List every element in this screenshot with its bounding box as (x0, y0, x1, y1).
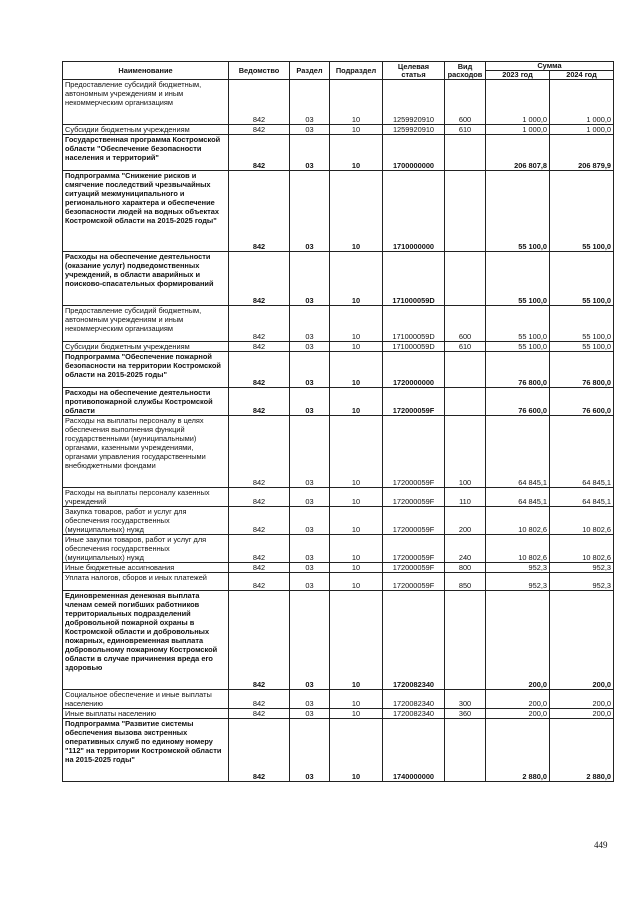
row-sum-2023: 952,3 (486, 573, 550, 591)
row-podrazdel: 10 (330, 563, 383, 573)
row-name: Субсидии бюджетным учреждениям (63, 125, 229, 135)
row-podrazdel: 10 (330, 342, 383, 352)
row-vedomstvo: 842 (229, 388, 290, 416)
table-row (63, 306, 614, 342)
row-sum-2023: 200,0 (486, 591, 550, 690)
row-vedomstvo: 842 (229, 719, 290, 782)
row-vedomstvo: 842 (229, 171, 290, 252)
row-sum-2023: 206 807,8 (486, 135, 550, 171)
col-header-podrazdel: Подраздел (330, 62, 383, 80)
table-row (63, 125, 614, 135)
row-sum-2024: 1 000,0 (550, 80, 614, 125)
row-name: Расходы на обеспечение деятельности противопожарной службы Костромской области (63, 388, 229, 416)
table-row (63, 719, 614, 782)
row-razdel: 03 (290, 80, 330, 125)
row-sum-2024: 200,0 (550, 690, 614, 709)
row-name: Расходы на обеспечение деятельности (оказание услуг) подведомственных учреждений, в области аварийных и поисково-спасательных формирований (63, 252, 229, 306)
row-expense-type: 600 (445, 80, 486, 125)
row-name: Расходы на выплаты персоналу казенных учреждений (63, 488, 229, 507)
row-name: Социальное обеспечение и иные выплаты населению (63, 690, 229, 709)
row-vedomstvo: 842 (229, 342, 290, 352)
table-row (63, 690, 614, 709)
table-body (63, 80, 614, 782)
row-target-article: 171000059D (383, 252, 445, 306)
row-podrazdel: 10 (330, 416, 383, 488)
row-expense-type: 360 (445, 709, 486, 719)
row-sum-2023: 55 100,0 (486, 306, 550, 342)
table-row (63, 507, 614, 535)
row-podrazdel: 10 (330, 306, 383, 342)
row-sum-2023: 2 880,0 (486, 719, 550, 782)
col-header-target-article: Целевая статья (383, 62, 445, 80)
row-podrazdel: 10 (330, 573, 383, 591)
row-name: Субсидии бюджетным учреждениям (63, 342, 229, 352)
row-sum-2024: 2 880,0 (550, 719, 614, 782)
row-sum-2023: 76 600,0 (486, 388, 550, 416)
row-name: Иные закупки товаров, работ и услуг для обеспечения государственных (муниципальных) нужд (63, 535, 229, 563)
col-header-razdel: Раздел (290, 62, 330, 80)
page-number: 449 (594, 840, 608, 850)
row-target-article: 172000059F (383, 488, 445, 507)
row-target-article: 172000059F (383, 507, 445, 535)
row-vedomstvo: 842 (229, 125, 290, 135)
col-header-2024: 2024 год (550, 71, 614, 80)
row-expense-type: 610 (445, 342, 486, 352)
row-name: Подпрограмма "Снижение рисков и смягчение последствий чрезвычайных ситуаций межмуниципального и регионального характера и обеспечение безопасности людей на водных объектах Костромской области на 2015-2025 годы" (63, 171, 229, 252)
row-sum-2023: 10 802,6 (486, 535, 550, 563)
row-sum-2024: 206 879,9 (550, 135, 614, 171)
row-sum-2024: 200,0 (550, 709, 614, 719)
row-target-article: 1259920910 (383, 80, 445, 125)
table-row (63, 352, 614, 388)
row-sum-2023: 76 800,0 (486, 352, 550, 388)
row-target-article: 172000059F (383, 416, 445, 488)
row-vedomstvo: 842 (229, 488, 290, 507)
row-target-article: 172000059F (383, 388, 445, 416)
row-name: Иные бюджетные ассигнования (63, 563, 229, 573)
row-podrazdel: 10 (330, 535, 383, 563)
row-sum-2024: 55 100,0 (550, 342, 614, 352)
row-expense-type (445, 388, 486, 416)
row-expense-type: 100 (445, 416, 486, 488)
row-vedomstvo: 842 (229, 709, 290, 719)
row-razdel: 03 (290, 563, 330, 573)
row-expense-type (445, 252, 486, 306)
table-row (63, 591, 614, 690)
row-vedomstvo: 842 (229, 352, 290, 388)
table-row (63, 535, 614, 563)
row-target-article: 171000059D (383, 306, 445, 342)
row-vedomstvo: 842 (229, 135, 290, 171)
row-razdel: 03 (290, 719, 330, 782)
row-vedomstvo: 842 (229, 591, 290, 690)
row-sum-2024: 76 800,0 (550, 352, 614, 388)
row-vedomstvo: 842 (229, 563, 290, 573)
table-row (63, 342, 614, 352)
row-razdel: 03 (290, 535, 330, 563)
table-row (63, 416, 614, 488)
row-name: Государственная программа Костромской области "Обеспечение безопасности населения и территорий" (63, 135, 229, 171)
row-name: Предоставление субсидий бюджетным, автономным учреждениям и иным некоммерческим организациям (63, 80, 229, 125)
row-expense-type (445, 591, 486, 690)
row-name: Единовременная денежная выплата членам семей погибших работников территориальных подразделений добровольной пожарной охраны в Костромской области и добровольных пожарных, единовременная выплата добровольному пожарному Костромской области в случае причинения вреда его здоровью (63, 591, 229, 690)
row-podrazdel: 10 (330, 591, 383, 690)
row-target-article: 1259920910 (383, 125, 445, 135)
row-expense-type: 240 (445, 535, 486, 563)
row-podrazdel: 10 (330, 709, 383, 719)
row-vedomstvo: 842 (229, 416, 290, 488)
row-sum-2023: 1 000,0 (486, 80, 550, 125)
row-sum-2023: 1 000,0 (486, 125, 550, 135)
row-sum-2023: 55 100,0 (486, 252, 550, 306)
row-razdel: 03 (290, 591, 330, 690)
col-header-vedomstvo: Ведомство (229, 62, 290, 80)
row-podrazdel: 10 (330, 252, 383, 306)
row-name: Расходы на выплаты персоналу в целях обеспечения выполнения функций государственными (муниципальными) органами, казенными учреждениями, органами управления государственными внебюджетными фондами (63, 416, 229, 488)
row-sum-2023: 64 845,1 (486, 416, 550, 488)
row-target-article: 1700000000 (383, 135, 445, 171)
row-sum-2024: 55 100,0 (550, 306, 614, 342)
row-podrazdel: 10 (330, 488, 383, 507)
row-razdel: 03 (290, 125, 330, 135)
row-razdel: 03 (290, 306, 330, 342)
row-expense-type (445, 352, 486, 388)
row-target-article: 1720082340 (383, 690, 445, 709)
row-sum-2024: 10 802,6 (550, 535, 614, 563)
row-sum-2024: 64 845,1 (550, 488, 614, 507)
row-sum-2023: 55 100,0 (486, 342, 550, 352)
row-name: Закупка товаров, работ и услуг для обеспечения государственных (муниципальных) нужд (63, 507, 229, 535)
row-podrazdel: 10 (330, 388, 383, 416)
row-podrazdel: 10 (330, 507, 383, 535)
row-target-article: 1720000000 (383, 352, 445, 388)
row-sum-2024: 55 100,0 (550, 171, 614, 252)
row-sum-2024: 200,0 (550, 591, 614, 690)
table-row (63, 80, 614, 125)
row-target-article: 1720082340 (383, 709, 445, 719)
row-podrazdel: 10 (330, 135, 383, 171)
row-sum-2024: 55 100,0 (550, 252, 614, 306)
col-header-name: Наименование (63, 62, 229, 80)
row-sum-2024: 10 802,6 (550, 507, 614, 535)
row-name: Уплата налогов, сборов и иных платежей (63, 573, 229, 591)
row-podrazdel: 10 (330, 352, 383, 388)
row-razdel: 03 (290, 352, 330, 388)
row-target-article: 171000059D (383, 342, 445, 352)
row-target-article: 1720082340 (383, 591, 445, 690)
table-row (63, 573, 614, 591)
row-target-article: 172000059F (383, 573, 445, 591)
col-header-expense-type: Вид расходов (445, 62, 486, 80)
row-podrazdel: 10 (330, 719, 383, 782)
row-razdel: 03 (290, 573, 330, 591)
row-razdel: 03 (290, 252, 330, 306)
table-row (63, 563, 614, 573)
row-vedomstvo: 842 (229, 535, 290, 563)
row-sum-2023: 200,0 (486, 709, 550, 719)
row-sum-2024: 64 845,1 (550, 416, 614, 488)
row-target-article: 1740000000 (383, 719, 445, 782)
row-razdel: 03 (290, 388, 330, 416)
row-sum-2023: 55 100,0 (486, 171, 550, 252)
row-expense-type: 300 (445, 690, 486, 709)
row-razdel: 03 (290, 488, 330, 507)
row-expense-type: 800 (445, 563, 486, 573)
row-target-article: 1710000000 (383, 171, 445, 252)
row-vedomstvo: 842 (229, 573, 290, 591)
row-sum-2023: 64 845,1 (486, 488, 550, 507)
row-podrazdel: 10 (330, 80, 383, 125)
table-row (63, 388, 614, 416)
row-razdel: 03 (290, 507, 330, 535)
row-sum-2024: 952,3 (550, 563, 614, 573)
row-name: Подпрограмма "Обеспечение пожарной безопасности на территории Костромской области на 2015-2025 годы" (63, 352, 229, 388)
row-podrazdel: 10 (330, 171, 383, 252)
row-sum-2023: 200,0 (486, 690, 550, 709)
row-name: Предоставление субсидий бюджетным, автономным учреждениям и иным некоммерческим организациям (63, 306, 229, 342)
row-razdel: 03 (290, 171, 330, 252)
row-vedomstvo: 842 (229, 306, 290, 342)
row-expense-type: 600 (445, 306, 486, 342)
table-row (63, 488, 614, 507)
row-name: Иные выплаты населению (63, 709, 229, 719)
row-podrazdel: 10 (330, 125, 383, 135)
row-sum-2023: 10 802,6 (486, 507, 550, 535)
row-sum-2024: 76 600,0 (550, 388, 614, 416)
row-target-article: 172000059F (383, 563, 445, 573)
col-header-2023: 2023 год (486, 71, 550, 80)
row-vedomstvo: 842 (229, 690, 290, 709)
row-name: Подпрограмма "Развитие системы обеспечения вызова экстренных оперативных служб по единому номеру "112" на территории Костромской области на 2015-2025 годы" (63, 719, 229, 782)
table-row (63, 252, 614, 306)
row-razdel: 03 (290, 135, 330, 171)
row-razdel: 03 (290, 342, 330, 352)
row-expense-type: 110 (445, 488, 486, 507)
row-sum-2023: 952,3 (486, 563, 550, 573)
row-expense-type (445, 719, 486, 782)
budget-table (62, 61, 614, 782)
row-target-article: 172000059F (383, 535, 445, 563)
row-razdel: 03 (290, 709, 330, 719)
row-sum-2024: 952,3 (550, 573, 614, 591)
row-expense-type (445, 171, 486, 252)
table-row (63, 171, 614, 252)
col-header-sum: Сумма (486, 62, 614, 71)
row-razdel: 03 (290, 416, 330, 488)
table-row (63, 135, 614, 171)
row-expense-type: 200 (445, 507, 486, 535)
table-row (63, 709, 614, 719)
row-vedomstvo: 842 (229, 252, 290, 306)
row-sum-2024: 1 000,0 (550, 125, 614, 135)
row-vedomstvo: 842 (229, 80, 290, 125)
row-expense-type (445, 135, 486, 171)
row-expense-type: 850 (445, 573, 486, 591)
row-expense-type: 610 (445, 125, 486, 135)
row-podrazdel: 10 (330, 690, 383, 709)
row-razdel: 03 (290, 690, 330, 709)
row-vedomstvo: 842 (229, 507, 290, 535)
